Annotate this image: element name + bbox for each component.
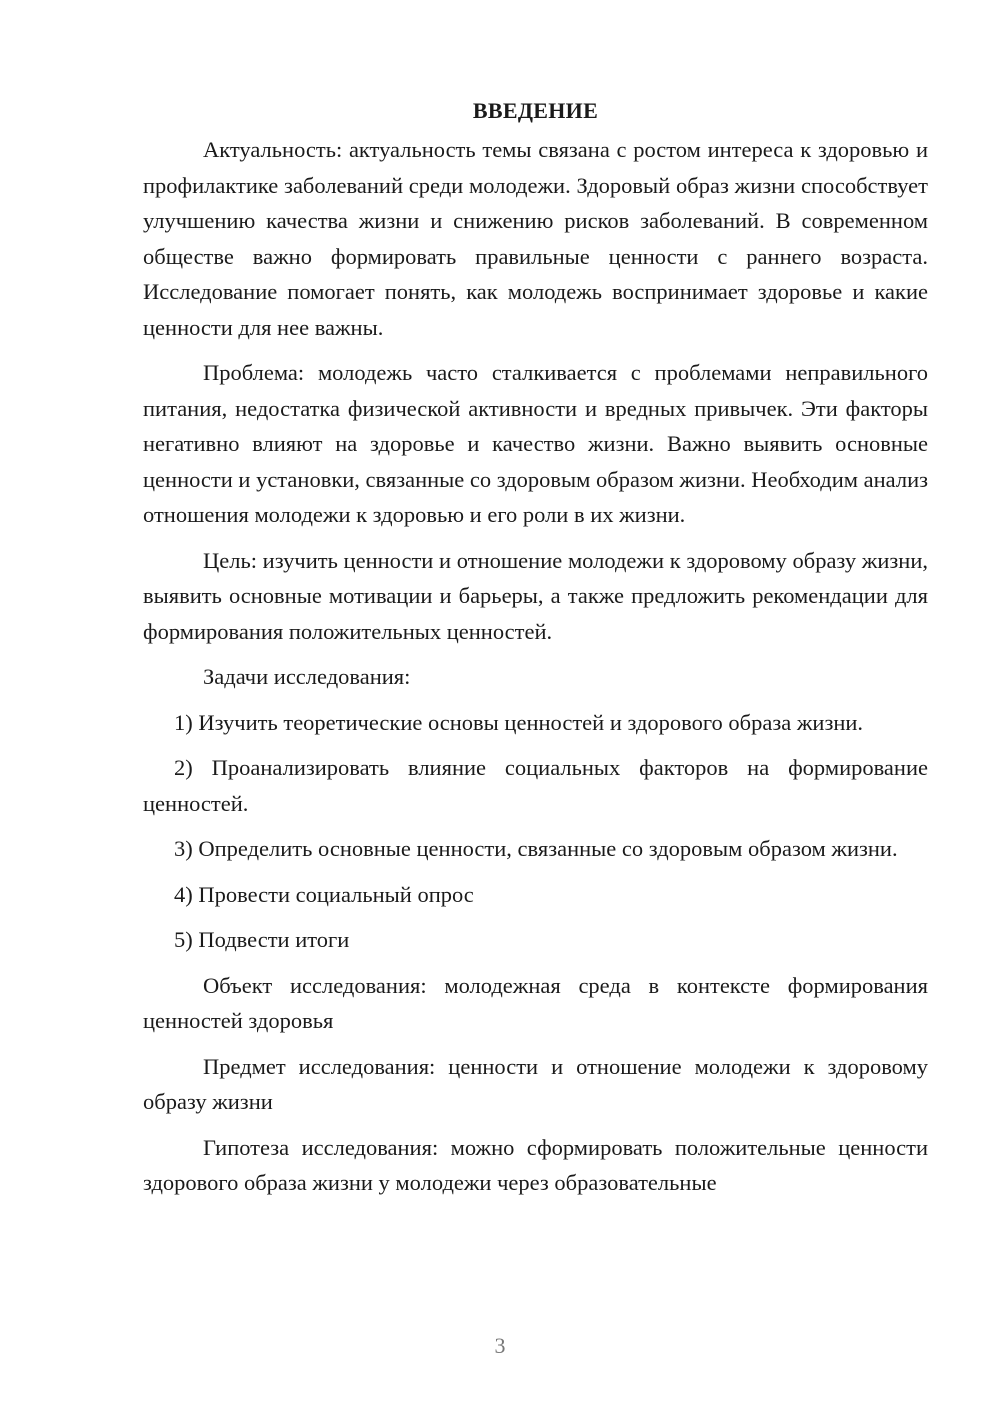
goal-paragraph: Цель: изучить ценности и отношение молодежи к здоровому образу жизни, выявить основные мотивации и барьеры, а также предложить рекомендации для формирования положительных ценностей. — [143, 547, 928, 644]
task-item-2: 2) Проанализировать влияние социальных факторов на формирование ценностей. — [143, 755, 928, 816]
object-paragraph: Объект исследования: молодежная среда в контексте формирования ценностей здоровья — [143, 972, 928, 1033]
task-item-1: 1) Изучить теоретические основы ценностей и здорового образа жизни. — [174, 709, 864, 735]
relevance-paragraph: Актуальность: актуальность темы связана с ростом интереса к здоровью и профилактике заболеваний среди молодежи. Здоровый образ жизни способствует улучшению качества жизни и снижению рисков заболеваний. В современном обществе важно формировать правильные ценности с раннего возраста. Исследование помогает понять, как молодежь воспринимает здоровье и какие ценности для нее важны. — [143, 137, 928, 340]
hypothesis-paragraph: Гипотеза исследования: можно сформировать положительные ценности здорового образа жизни у молодежи через образовательные — [143, 1134, 928, 1195]
tasks-heading: Задачи исследования: — [203, 664, 411, 689]
page-content — [143, 96, 928, 1201]
problem-paragraph: Проблема: молодежь часто сталкивается с проблемами неправильного питания, недостатка физической активности и вредных привычек. Эти факторы негативно влияют на здоровье и качество жизни. Важно выявить основные ценности и установки, связанные со здоровым образом жизни. Необходим анализ отношения молодежи к здоровью и его роли в их жизни. — [143, 360, 929, 527]
task-item-5: 5) Подвести итоги — [174, 927, 350, 952]
task-item-4: 4) Провести социальный опрос — [174, 881, 474, 907]
subject-paragraph: Предмет исследования: ценности и отношение молодежи к здоровому образу жизни — [143, 1053, 928, 1114]
task-item-3: 3) Определить основные ценности, связанные со здоровым образом жизни. — [174, 836, 898, 861]
page-title: ВВЕДЕНИЕ — [472, 98, 599, 123]
page-number: 3 — [494, 1333, 506, 1358]
